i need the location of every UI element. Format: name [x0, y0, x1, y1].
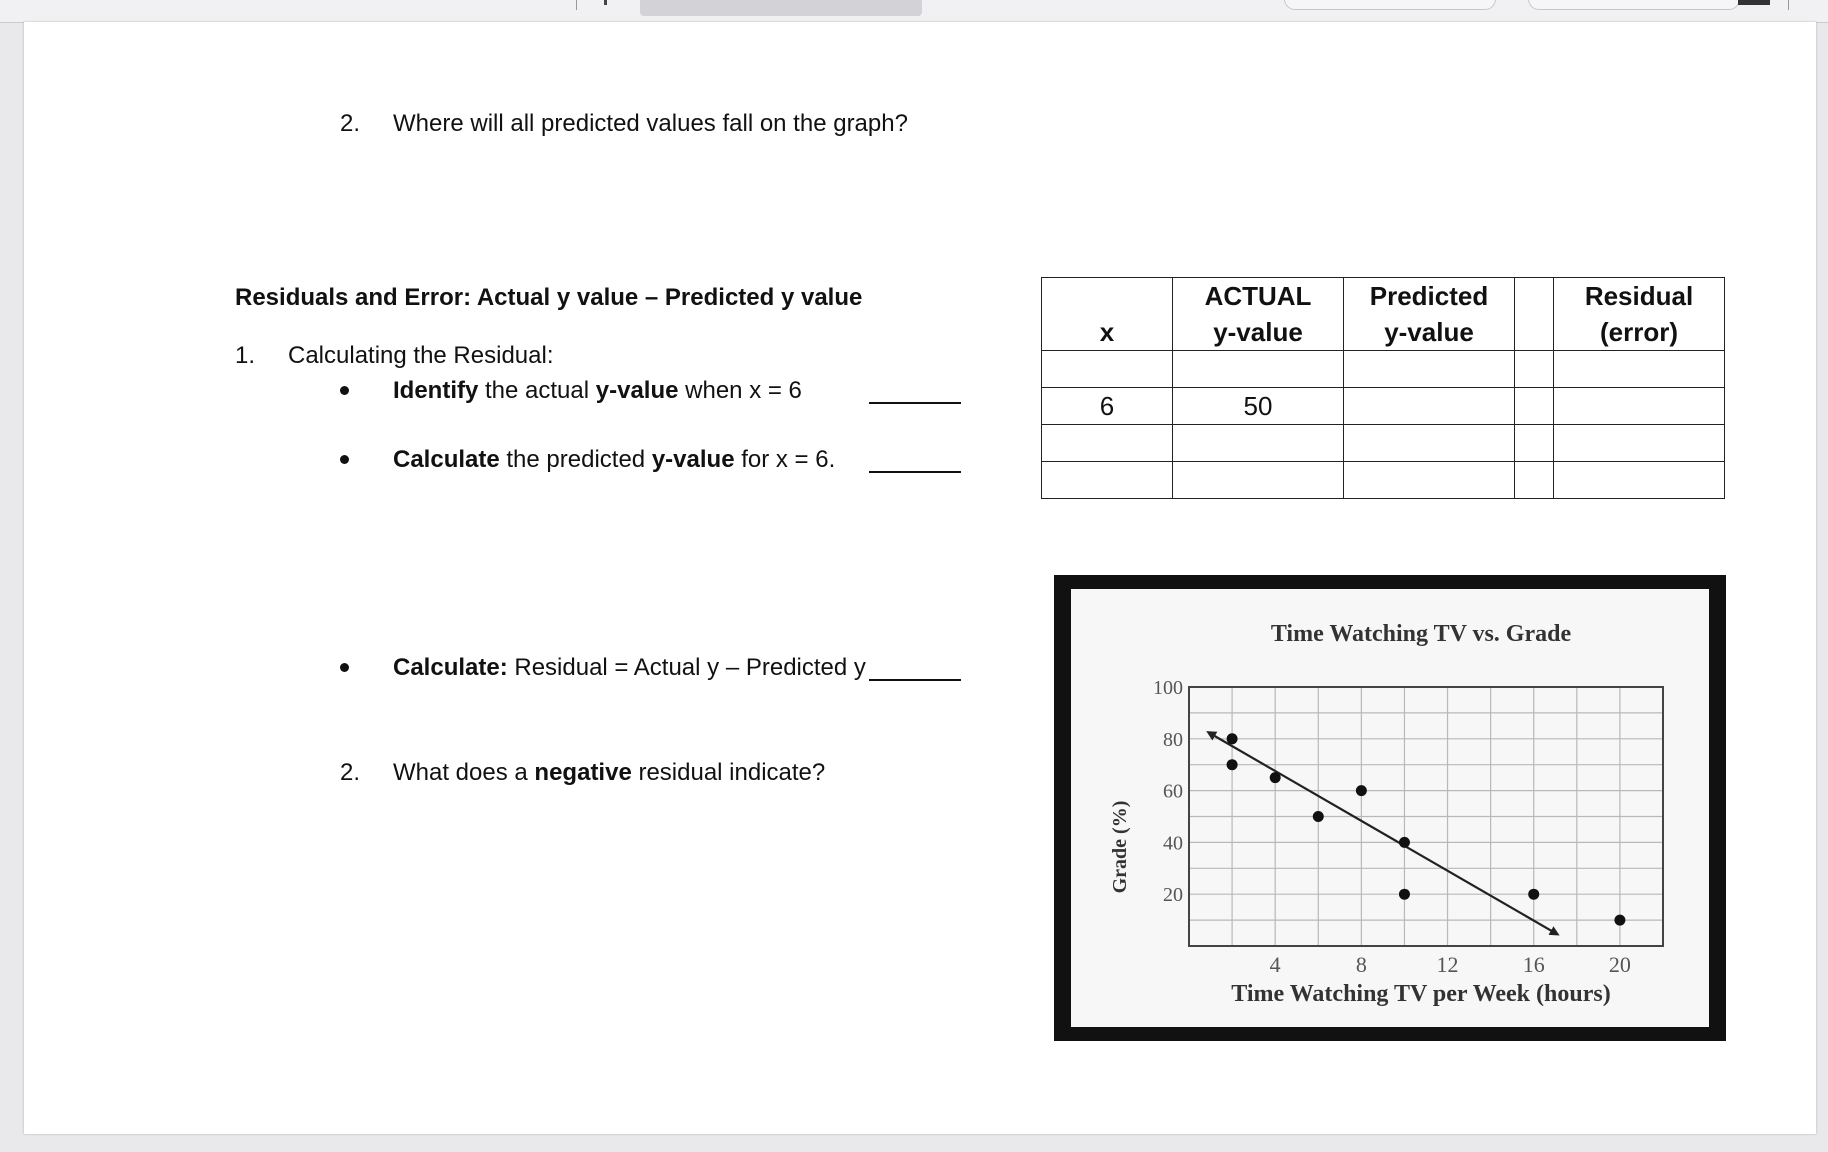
chart-ylabel: Grade (%)	[1109, 800, 1131, 894]
x-tick-label: 12	[1436, 952, 1459, 977]
x-tick-label: 16	[1522, 952, 1545, 977]
text-part: for x = 6.	[734, 446, 836, 473]
cell-empty	[1515, 425, 1554, 462]
header-text: y-value	[1213, 317, 1303, 347]
text-part: What does a	[393, 759, 535, 786]
header-residual	[1554, 278, 1725, 351]
bold-word: Calculate	[393, 446, 500, 473]
toolbar-marker	[604, 0, 607, 5]
data-point	[1227, 733, 1238, 744]
residual-table	[1041, 277, 1725, 499]
step-text: Calculating the Residual:	[288, 342, 554, 369]
data-point	[1356, 785, 1367, 796]
text-part: Residual = Actual y – Predicted y	[507, 654, 866, 681]
bullet-identify	[393, 377, 802, 405]
scatter-chart	[1071, 589, 1709, 1027]
question-text: Where will all predicted values fall on the graph?	[393, 110, 908, 137]
cell-residual[interactable]	[1554, 388, 1725, 425]
header-predicted	[1344, 278, 1515, 351]
header-text: (error)	[1599, 317, 1678, 347]
cell-predicted[interactable]	[1344, 425, 1515, 462]
bold-word: y-value	[651, 446, 735, 473]
cell-predicted[interactable]	[1344, 462, 1515, 499]
answer-blank[interactable]	[869, 471, 961, 473]
browser-toolbar	[0, 0, 1828, 23]
question-text	[393, 759, 825, 787]
toolbar-square-icon[interactable]	[1738, 0, 1770, 5]
cell-empty	[1515, 388, 1554, 425]
cell-empty	[1515, 351, 1554, 388]
table-header-row	[1042, 278, 1725, 351]
cell-x[interactable]: 6	[1042, 388, 1173, 425]
table-row	[1042, 351, 1725, 388]
data-point	[1270, 772, 1281, 783]
chart-image-frame	[1054, 575, 1726, 1041]
data-point	[1313, 811, 1324, 822]
cell-residual[interactable]	[1554, 425, 1725, 462]
question-number: 2.	[340, 110, 361, 137]
cell-empty	[1515, 462, 1554, 499]
cell-x[interactable]	[1042, 462, 1173, 499]
cell-x[interactable]	[1042, 425, 1173, 462]
answer-blank[interactable]	[869, 679, 961, 681]
bold-word: Identify	[393, 377, 479, 404]
x-tick-label: 8	[1355, 952, 1367, 977]
bullet-dot	[340, 663, 349, 672]
chart-xlabel: Time Watching TV per Week (hours)	[1231, 981, 1611, 1007]
cell-residual[interactable]	[1554, 462, 1725, 499]
toolbar-tab[interactable]	[640, 0, 922, 16]
header-text: x	[1099, 317, 1115, 347]
header-text: Predicted	[1369, 281, 1489, 311]
cell-actual[interactable]: 50	[1173, 388, 1344, 425]
bold-word: negative	[534, 759, 632, 786]
bullet-calculate-predicted	[393, 446, 835, 474]
document-page	[24, 22, 1816, 1134]
question-number: 2.	[340, 759, 361, 786]
header-empty	[1515, 278, 1554, 351]
data-point	[1399, 837, 1410, 848]
chart-title: Time Watching TV vs. Grade	[1270, 621, 1572, 647]
x-tick-label: 20	[1608, 952, 1631, 977]
cell-actual[interactable]	[1173, 462, 1344, 499]
y-tick-label: 20	[1163, 884, 1183, 907]
y-tick-label: 60	[1163, 780, 1183, 803]
toolbar-pill-button[interactable]	[1284, 0, 1496, 10]
bullet-calculate-residual	[393, 654, 866, 682]
data-point	[1614, 915, 1625, 926]
bullet-dot	[340, 455, 349, 464]
text-part: residual indicate?	[631, 759, 826, 786]
bold-word: Calculate:	[393, 654, 508, 681]
bold-word: y-value	[595, 377, 679, 404]
cell-predicted[interactable]	[1344, 351, 1515, 388]
section-heading: Residuals and Error: Actual y value – Predicted y value	[235, 284, 863, 311]
header-text: y-value	[1384, 317, 1474, 347]
y-tick-label: 100	[1153, 677, 1183, 699]
answer-blank[interactable]	[869, 402, 961, 404]
chart-area	[1071, 589, 1709, 1027]
cell-actual[interactable]	[1173, 425, 1344, 462]
header-text: ACTUAL	[1204, 281, 1312, 311]
header-actual	[1173, 278, 1344, 351]
toolbar-divider	[576, 0, 577, 10]
toolbar-divider	[1788, 0, 1789, 10]
y-tick-label: 80	[1163, 728, 1183, 751]
step-number: 1.	[235, 342, 256, 369]
header-x	[1042, 278, 1173, 351]
data-point	[1227, 759, 1238, 770]
table-row	[1042, 462, 1725, 499]
table-row	[1042, 425, 1725, 462]
bullet-dot	[340, 386, 349, 395]
header-text: Residual	[1584, 281, 1694, 311]
cell-x[interactable]	[1042, 351, 1173, 388]
text-part: when x = 6	[678, 377, 802, 404]
toolbar-pill-button[interactable]	[1528, 0, 1740, 10]
cell-actual[interactable]	[1173, 351, 1344, 388]
table-row	[1042, 388, 1725, 425]
trend-line	[1211, 734, 1556, 933]
cell-predicted[interactable]	[1344, 388, 1515, 425]
data-point	[1528, 889, 1539, 900]
x-tick-label: 4	[1269, 952, 1281, 977]
data-point	[1399, 889, 1410, 900]
text-part: the actual	[478, 377, 596, 404]
cell-residual[interactable]	[1554, 351, 1725, 388]
y-tick-label: 40	[1163, 832, 1183, 855]
text-part: the predicted	[499, 446, 652, 473]
